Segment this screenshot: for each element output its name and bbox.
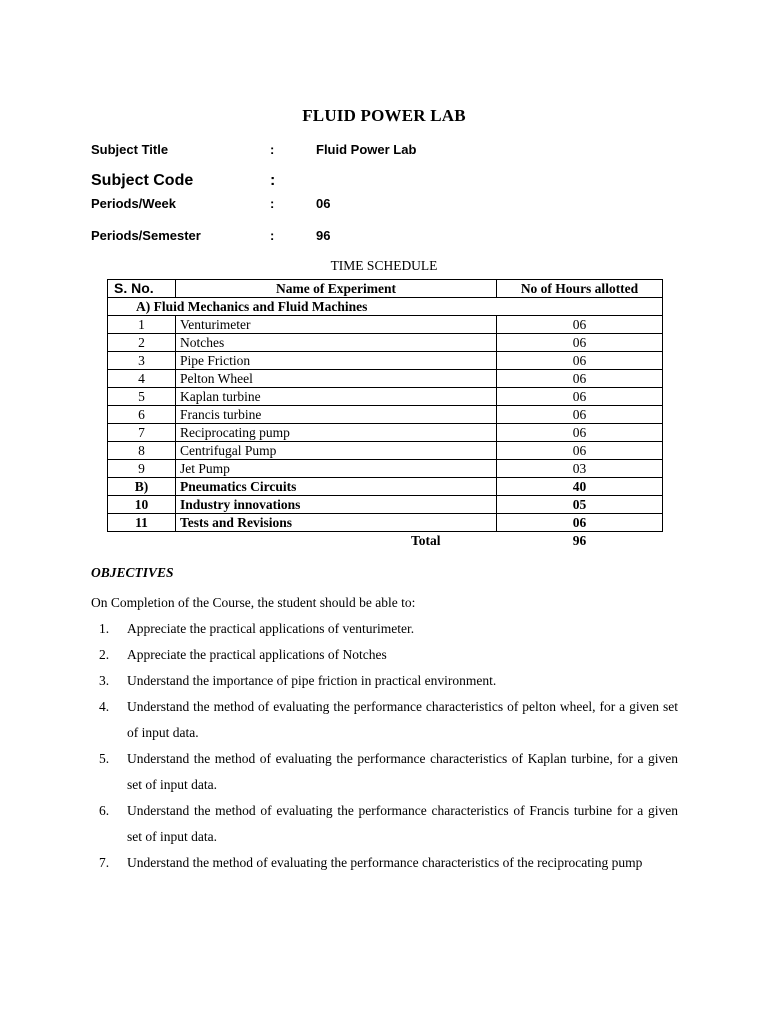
meta-label: Subject Code [91,172,194,189]
page-title: FLUID POWER LAB [302,106,466,125]
table-row [108,496,663,514]
item-number: 3. [99,673,110,688]
total-label: Total [410,533,441,548]
list-item [91,798,678,850]
item-text: Understand the method of evaluating the performance characteristics of Francis turbine for a given set of input data. [127,803,678,844]
table-row [108,334,663,352]
cell-experiment: Jet Pump [176,460,497,478]
table-row [108,406,663,424]
item-number: 6. [99,803,110,818]
cell-experiment: Pelton Wheel [176,370,497,388]
cell-hours: 40 [497,478,663,496]
cell-experiment: Centrifugal Pump [176,442,497,460]
cell-sno: 6 [108,406,176,424]
item-number: 5. [99,751,110,766]
cell-experiment: Kaplan turbine [176,388,497,406]
cell-sno: 7 [108,424,176,442]
cell-hours: 06 [497,514,663,532]
meta-colon: : [270,228,275,243]
table-row [108,388,663,406]
objectives-heading: OBJECTIVES [91,565,174,580]
item-text: Appreciate the practical applications of Notches [127,647,387,662]
cell-experiment: Reciprocating pump [176,424,497,442]
table-row [108,424,663,442]
header-hours: No of Hours allotted [497,280,663,298]
cell-sno: 8 [108,442,176,460]
time-schedule-table [107,279,663,549]
cell-experiment: Notches [176,334,497,352]
objectives-list [91,616,678,876]
table-row [108,442,663,460]
table-header-row [108,280,663,298]
total-spacer [108,532,176,550]
cell-hours: 06 [497,424,663,442]
table-row [108,352,663,370]
meta-value: 96 [316,228,331,243]
cell-hours: 06 [497,388,663,406]
cell-hours: 06 [497,370,663,388]
cell-sno: 3 [108,352,176,370]
header-experiment: Name of Experiment [176,280,497,298]
schedule-title: TIME SCHEDULE [330,258,438,273]
table-row [108,370,663,388]
item-text: Understand the method of evaluating the performance characteristics of Kaplan turbine, for a given set of input data. [127,751,678,792]
cell-sno: 10 [108,496,176,514]
item-text: Understand the method of evaluating the performance characteristics of pelton wheel, for a given set of input data. [127,699,678,740]
objectives-intro: On Completion of the Course, the student should be able to: [91,595,416,610]
list-item [91,642,678,668]
cell-hours: 06 [497,316,663,334]
item-number: 4. [99,699,110,714]
cell-sno: 11 [108,514,176,532]
cell-hours: 03 [497,460,663,478]
item-number: 2. [99,647,110,662]
meta-value: Fluid Power Lab [316,142,417,157]
cell-sno: 9 [108,460,176,478]
total-row [108,532,663,550]
cell-sno: B) [108,478,176,496]
meta-colon: : [270,172,276,189]
cell-experiment: Tests and Revisions [176,514,497,532]
item-number: 1. [99,621,110,636]
item-text: Understand the method of evaluating the performance characteristics of the reciprocating pump [127,855,643,870]
cell-experiment: Venturimeter [176,316,497,334]
section-row [108,298,663,316]
table-row [108,316,663,334]
meta-label: Periods/Semester [91,228,201,243]
item-number: 7. [99,855,110,870]
cell-hours: 06 [497,352,663,370]
list-item [91,616,678,642]
list-item [91,746,678,798]
meta-value: 06 [316,196,331,211]
item-text: Understand the importance of pipe friction in practical environment. [127,673,497,688]
meta-colon: : [270,196,275,211]
cell-sno: 2 [108,334,176,352]
cell-experiment: Pipe Friction [176,352,497,370]
cell-sno: 4 [108,370,176,388]
table-row [108,514,663,532]
item-text: Appreciate the practical applications of venturimeter. [127,621,415,636]
meta-label: Subject Title [91,142,169,157]
table-row [108,478,663,496]
list-item [91,850,678,876]
meta-label: Periods/Week [91,196,177,211]
table-row [108,460,663,478]
header-sno: S. No. [108,280,176,298]
cell-hours: 06 [497,334,663,352]
cell-experiment: Industry innovations [176,496,497,514]
cell-hours: 05 [497,496,663,514]
total-value: 96 [572,533,587,548]
cell-experiment: Francis turbine [176,406,497,424]
cell-hours: 06 [497,442,663,460]
cell-hours: 06 [497,406,663,424]
list-item [91,694,678,746]
cell-sno: 5 [108,388,176,406]
cell-sno: 1 [108,316,176,334]
meta-colon: : [270,142,275,157]
list-item [91,668,678,694]
section-a-label: A) Fluid Mechanics and Fluid Machines [108,298,663,316]
cell-experiment: Pneumatics Circuits [176,478,497,496]
